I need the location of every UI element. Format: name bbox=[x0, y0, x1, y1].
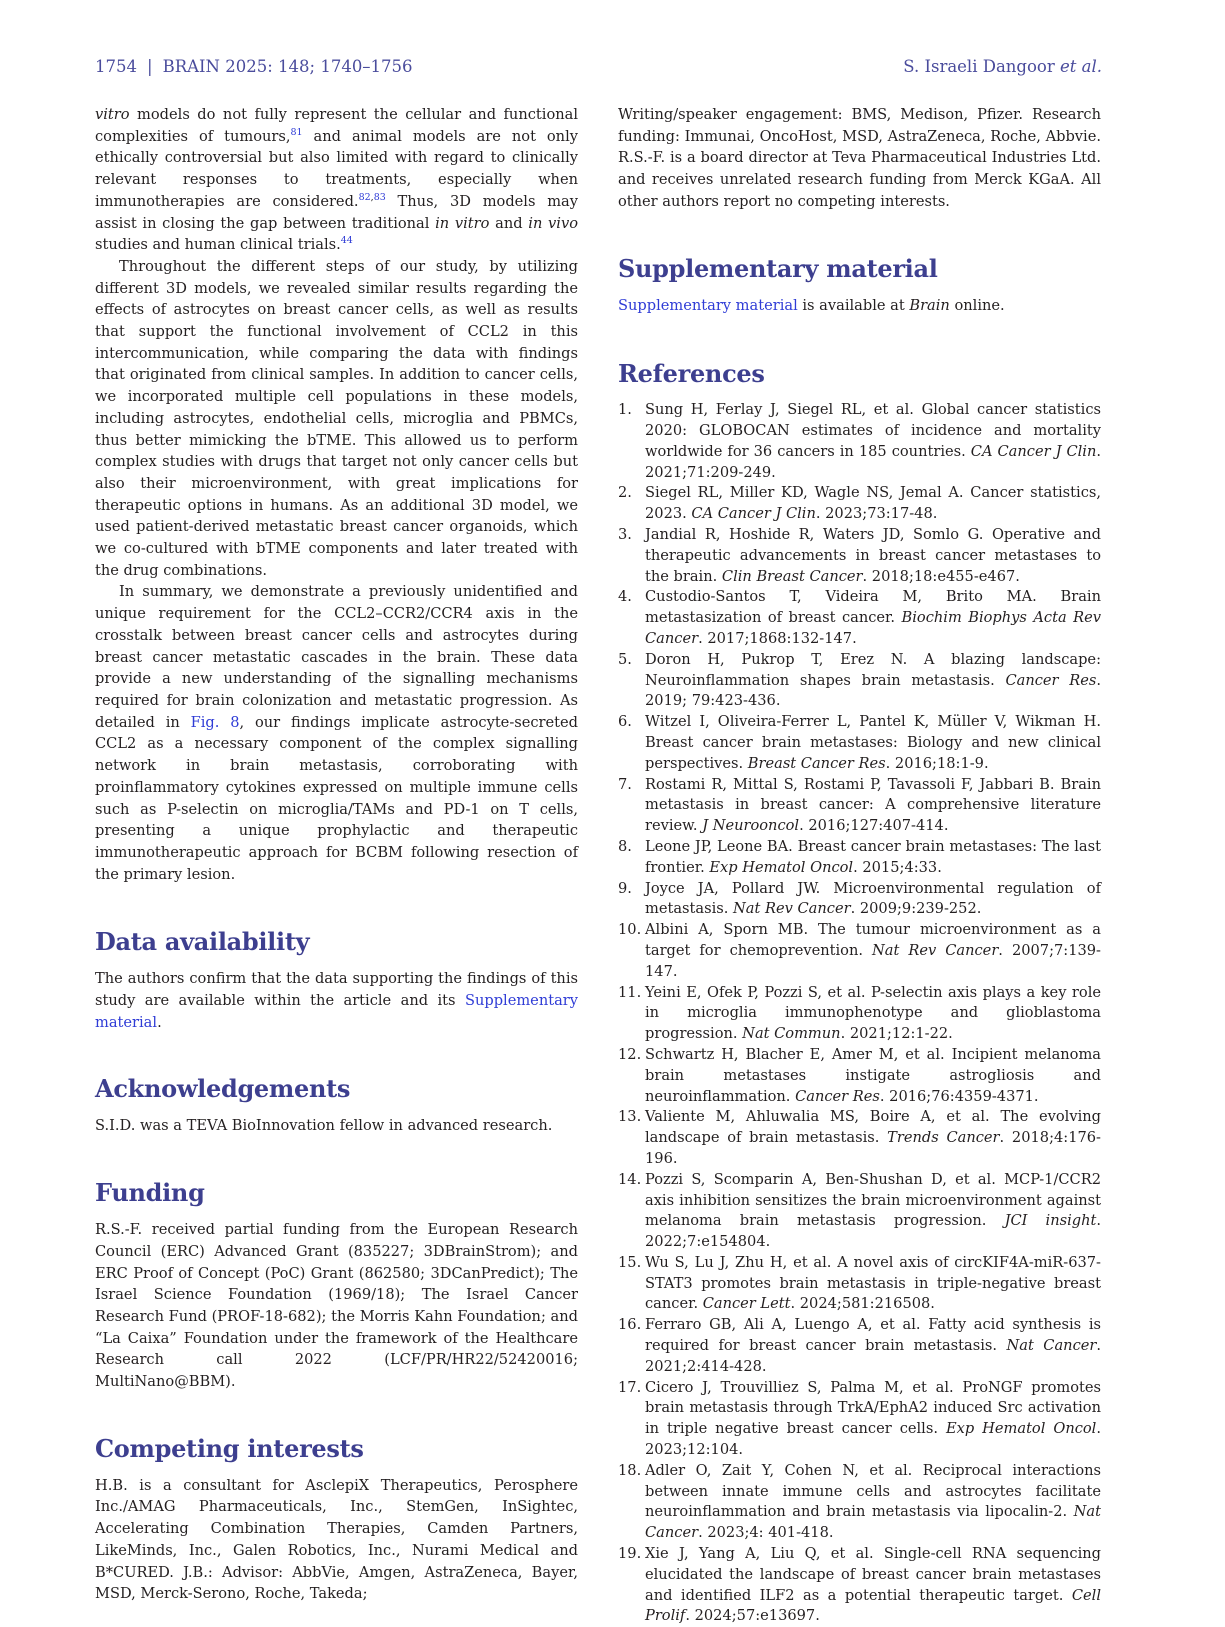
reference-item bbox=[618, 775, 1101, 837]
page-number: 1754 bbox=[95, 57, 137, 76]
reference-text: Joyce JA, Pollard JW. Microenvironmental regulation of metastasis. bbox=[645, 879, 1101, 918]
reference-number: 15. bbox=[618, 1253, 642, 1271]
supplementary-text bbox=[618, 295, 1101, 317]
reference-text: Wu S, Lu J, Zhu H, et al. A novel axis of circKIF4A-miR-637-STAT3 promotes brain metastasis in triple-negative breast cancer. bbox=[645, 1253, 1101, 1313]
reference-journal: Breast Cancer Res bbox=[747, 754, 886, 772]
reference-item bbox=[618, 525, 1101, 587]
reference-journal: Nat Cancer bbox=[645, 1503, 1101, 1542]
reference-item bbox=[618, 650, 1101, 712]
reference-journal: Cancer Res bbox=[1005, 671, 1097, 689]
reference-journal: Cell Prolif bbox=[645, 1586, 1101, 1625]
reference-text: Adler O, Zait Y, Cohen N, et al. Reciprocal interactions between innate immune cells and astrocytes facilitate neuroinflammation and brain metastasis via lipocalin-2. bbox=[645, 1461, 1101, 1521]
citation-sep: , bbox=[370, 191, 374, 203]
citation-44[interactable]: 44 bbox=[340, 235, 353, 247]
reference-details: . 2021;71:209-249. bbox=[645, 442, 1101, 481]
figure-8-link[interactable]: Fig. 8 bbox=[190, 713, 240, 731]
competing-interests-text: H.B. is a consultant for AsclepiX Therapeutics, Perosphere Inc./AMAG Pharmaceuticals, Inc., StemGen, InSightec, Accelerating Combination Therapies, Camden Partners, LikeMinds, Inc., Galen Robotics, Inc., Nurami Medical and B*CURED. J.B.: Advisor: AbbVie, Amgen, AstraZeneca, Bayer, MSD, Merck-Serono, Roche, Takeda; bbox=[95, 1476, 578, 1603]
reference-text: Schwartz H, Blacher E, Amer M, et al. Incipient melanoma brain metastases instigate astrogliosis and neuroinflammation. bbox=[645, 1045, 1101, 1105]
reference-text: Sung H, Ferlay J, Siegel RL, et al. Global cancer statistics 2020: GLOBOCAN estimates of incidence and mortality worldwide for 36 cancers in 185 countries. bbox=[645, 401, 1101, 460]
reference-text: Ferraro GB, Ali A, Luengo A, et al. Fatty acid synthesis is required for breast cancer brain metastasis. bbox=[645, 1316, 1101, 1355]
reference-details: . 2016;127:407-414. bbox=[799, 817, 949, 835]
reference-text: Yeini E, Ofek P, Pozzi S, et al. P-selectin axis plays a key role in microglia immunophenotype and glioblastoma progression. bbox=[645, 983, 1101, 1043]
reference-details: . 2017;1868:132-147. bbox=[698, 629, 857, 647]
competing-interests-continued: Writing/speaker engagement: BMS, Medison, Pfizer. Research funding: Immunai, OncoHost, MSD, AstraZeneca, Roche, Abbvie. R.S.-F. is a board director at Teva Pharmaceutical Industries Ltd. and receives unrelated research funding from Merck KGaA. All other authors report no competing interests. bbox=[618, 106, 1101, 210]
journal-name: Brain bbox=[909, 296, 950, 314]
reference-number: 1. bbox=[618, 401, 632, 419]
reference-number: 11. bbox=[618, 983, 642, 1001]
reference-item bbox=[618, 483, 1101, 525]
reference-text: Pozzi S, Scomparin A, Ben-Shushan D, et al. MCP-1/CCR2 axis inhibition sensitizes the brain microenvironment against melanoma brain metastasis progression. bbox=[645, 1170, 1101, 1230]
heading-references: References bbox=[618, 359, 765, 389]
reference-number: 2. bbox=[618, 484, 632, 502]
reference-item bbox=[618, 1461, 1101, 1544]
reference-details: . 2019; 79:423-436. bbox=[645, 671, 1101, 710]
reference-journal: CA Cancer J Clin bbox=[691, 505, 816, 523]
text-run: Thus, 3D models may assist in closing the gap between traditional bbox=[95, 192, 578, 232]
heading-competing-interests: Competing interests bbox=[95, 1433, 364, 1463]
reference-journal: Clin Breast Cancer bbox=[721, 567, 863, 585]
reference-item bbox=[618, 920, 1101, 982]
paragraph-summary bbox=[95, 581, 578, 885]
reference-journal: Exp Hematol Oncol bbox=[709, 858, 854, 876]
paragraph-models: Throughout the different steps of our study, by utilizing different 3D models, we revealed similar results regarding the effects of astrocytes on breast cancer cells, as well as results that support the functional involvement of CCL2 in this intercommunication, while comparing the data with findings that originated from clinical samples. In addition to cancer cells, we incorporated multiple cell populations in these models, including astrocytes, endothelial cells, microglia and PBMCs, thus better mimicking the bTME. This allowed us to perform complex studies with drugs that target not only cancer cells but also their microenvironment, with great implications for therapeutic options in humans. As an additional 3D model, we used patient-derived metastatic breast cancer organoids, which we co-cultured with bTME components and later treated with the drug combinations. bbox=[95, 257, 578, 579]
reference-text: Jandial R, Hoshide R, Waters JD, Somlo G. Operative and therapeutic advancements in breast cancer metastases to the brain. bbox=[645, 526, 1101, 585]
reference-details: . 2015;4:33. bbox=[853, 858, 942, 876]
reference-journal: Exp Hematol Oncol bbox=[945, 1420, 1097, 1438]
reference-details: . 2021;2:414-428. bbox=[645, 1337, 1101, 1375]
reference-journal: Nat Cancer bbox=[1006, 1337, 1097, 1355]
reference-number: 13. bbox=[618, 1108, 642, 1126]
reference-details: . 2023;12:104. bbox=[645, 1420, 1101, 1459]
reference-number: 16. bbox=[618, 1316, 642, 1334]
reference-journal: Trends Cancer bbox=[887, 1129, 1000, 1147]
reference-text: Rostami R, Mittal S, Rostami P, Tavassoli F, Jabbari B. Brain metastasis in breast cancer: A comprehensive literature review. bbox=[645, 775, 1101, 835]
reference-journal: J Neurooncol bbox=[702, 817, 800, 835]
journal-citation: BRAIN 2025: 148; 1740–1756 bbox=[162, 57, 413, 76]
reference-text: Witzel I, Oliveira-Ferrer L, Pantel K, Müller V, Wikman H. Breast cancer brain metastases: Biology and new clinical perspectives. bbox=[645, 713, 1101, 772]
reference-list bbox=[618, 400, 1101, 1627]
reference-text: Cicero J, Trouvilliez S, Palma M, et al. ProNGF promotes brain metastasis through TrkA/EphA2 induced Src activation in triple negative breast cancer cells. bbox=[645, 1378, 1101, 1438]
reference-details: . 2024;57:e13697. bbox=[685, 1607, 820, 1625]
reference-item bbox=[618, 1544, 1101, 1627]
text-run: is available at bbox=[797, 296, 910, 314]
reference-text: Albini A, Sporn MB. The tumour microenvironment as a target for chemoprevention. bbox=[645, 921, 1101, 959]
citation-83[interactable]: 83 bbox=[373, 191, 386, 203]
text-run: and bbox=[489, 214, 529, 232]
italic-term: in vivo bbox=[528, 214, 578, 232]
text-run: models do not fully represent the cellular and functional complexities of tumours, bbox=[95, 106, 578, 145]
reference-item bbox=[618, 1378, 1101, 1461]
reference-journal: Nat Rev Cancer bbox=[872, 941, 999, 959]
reference-details: . 2018;18:e455-e467. bbox=[862, 567, 1020, 585]
reference-item bbox=[618, 1107, 1101, 1169]
reference-text: Siegel RL, Miller KD, Wagle NS, Jemal A. Cancer statistics, 2023. bbox=[645, 484, 1101, 523]
reference-details: . 2009;9:239-252. bbox=[850, 900, 982, 918]
reference-item bbox=[618, 1170, 1101, 1253]
text-run: The authors confirm that the data supporting the findings of this study are available within the article and its bbox=[95, 970, 578, 1010]
heading-funding: Funding bbox=[95, 1178, 205, 1208]
reference-details: . 2021;12:1-22. bbox=[840, 1025, 953, 1043]
reference-number: 17. bbox=[618, 1378, 642, 1396]
paragraph-intro bbox=[95, 104, 578, 256]
reference-details: . 2016;18:1-9. bbox=[885, 754, 989, 772]
supplementary-material-link[interactable]: Supplementary material bbox=[618, 296, 798, 314]
reference-details: . 2007;7:139-147. bbox=[645, 941, 1101, 980]
reference-details: . 2018;4:176-196. bbox=[645, 1129, 1101, 1167]
heading-acknowledgements: Acknowledgements bbox=[95, 1074, 351, 1104]
citation-81[interactable]: 81 bbox=[290, 126, 303, 138]
reference-details: . 2016;76:4359-4371. bbox=[879, 1087, 1039, 1105]
reference-number: 18. bbox=[618, 1461, 642, 1479]
reference-journal: Cancer Res bbox=[795, 1087, 880, 1105]
text-run: In summary, we demonstrate a previously unidentified and unique requirement for the CCL2–CCR2/CCR4 axis in the crosstalk between breast cancer cells and astrocytes during breast cancer metastatic cascades in the brain. These data provide a new understanding of the signalling mechanisms required for brain colonization and metastatic progression. As detailed in bbox=[95, 583, 578, 731]
reference-journal: Nat Commun bbox=[742, 1025, 841, 1043]
reference-item bbox=[618, 1253, 1101, 1315]
reference-number: 3. bbox=[618, 526, 632, 543]
italic-term: vitro bbox=[95, 106, 130, 123]
reference-number: 9. bbox=[618, 879, 632, 897]
italic-term: in vitro bbox=[435, 214, 490, 232]
header-left bbox=[95, 57, 413, 76]
reference-number: 7. bbox=[618, 775, 632, 793]
citation-82[interactable]: 82 bbox=[358, 191, 371, 203]
et-al: et al. bbox=[1060, 57, 1102, 76]
reference-number: 14. bbox=[618, 1170, 642, 1188]
left-column bbox=[95, 104, 578, 1605]
text-run: and animal models are not only ethically controversial but also limited with regard to clinically relevant responses to treatments, especially when immunotherapies are considered. bbox=[95, 127, 578, 210]
reference-details: . 2023;4: 401-418. bbox=[698, 1524, 834, 1542]
text-run: studies and human clinical trials. bbox=[95, 236, 341, 254]
heading-supplementary-material: Supplementary material bbox=[618, 253, 938, 283]
right-column bbox=[618, 104, 1101, 1627]
reference-details: . 2023;73:17-48. bbox=[815, 505, 938, 523]
reference-number: 8. bbox=[618, 837, 632, 855]
reference-item bbox=[618, 1315, 1101, 1377]
heading-data-availability: Data availability bbox=[95, 927, 310, 957]
reference-journal: Cancer Lett bbox=[702, 1295, 791, 1313]
reference-item bbox=[618, 587, 1101, 649]
text-run: online. bbox=[949, 296, 1005, 314]
reference-journal: Nat Rev Cancer bbox=[733, 900, 851, 918]
header-separator: | bbox=[147, 57, 153, 76]
reference-number: 6. bbox=[618, 713, 632, 731]
supplementary-material-link[interactable]: Supplementary material bbox=[95, 992, 578, 1031]
reference-text: Valiente M, Ahluwalia MS, Boire A, et al. The evolving landscape of brain metastasis. bbox=[645, 1108, 1101, 1147]
funding-text: R.S.-F. received partial funding from the European Research Council (ERC) Advanced Grant (835227; 3DBrainStrom); and ERC Proof of Concept (PoC) Grant (862580; 3DCanPredict); The Israel Science Foundation (1969/18); The Israel Cancer Research Fund (PROF-18-682); the Morris Kahn Foundation; and “La Caixa” Foundation under the framework of the Healthcare Research call 2022 (LCF/PR/HR22/52420016; MultiNano@BBM). bbox=[95, 1221, 578, 1391]
reference-text: Leone JP, Leone BA. Breast cancer brain metastases: The last frontier. bbox=[645, 837, 1101, 876]
reference-journal: Biochim Biophys Acta Rev Cancer bbox=[645, 609, 1101, 647]
reference-text: Custodio-Santos T, Videira M, Brito MA. Brain metastasization of breast cancer. bbox=[645, 588, 1101, 627]
reference-details: . 2022;7:e154804. bbox=[645, 1212, 1102, 1251]
reference-item bbox=[618, 400, 1101, 483]
reference-text: Xie J, Yang A, Liu Q, et al. Single-cell RNA sequencing elucidated the landscape of breast cancer brain metastases and identified ILF2 as a potential therapeutic target. bbox=[645, 1545, 1101, 1604]
reference-number: 12. bbox=[618, 1045, 642, 1063]
text-run: . bbox=[157, 1013, 162, 1031]
reference-item bbox=[618, 837, 1101, 879]
reference-details: . 2024;581:216508. bbox=[790, 1295, 935, 1313]
reference-number: 10. bbox=[618, 921, 642, 939]
header-authors bbox=[903, 57, 1102, 76]
reference-journal: CA Cancer J Clin bbox=[970, 442, 1097, 460]
running-header bbox=[95, 57, 1102, 79]
text-run: , our findings implicate astrocyte-secreted CCL2 as a necessary component of the complex signalling network in brain metastasis, corroborating with proinflammatory cytokines expressed on multiple immune cells such as P-selectin on microglia/TAMs and PD-1 on T cells, presenting a unique prophylactic and therapeutic immunotherapeutic approach for BCBM following resection of the primary lesion. bbox=[95, 713, 579, 883]
reference-number: 19. bbox=[618, 1545, 642, 1563]
reference-number: 4. bbox=[618, 588, 632, 606]
reference-item bbox=[618, 712, 1101, 774]
reference-number: 5. bbox=[618, 650, 632, 668]
data-availability-text bbox=[95, 968, 578, 1033]
acknowledgements-text: S.I.D. was a TEVA BioInnovation fellow in advanced research. bbox=[95, 1117, 553, 1135]
author-name: S. Israeli Dangoor bbox=[903, 57, 1055, 76]
reference-item bbox=[618, 983, 1101, 1045]
reference-text: Doron H, Pukrop T, Erez N. A blazing landscape: Neuroinflammation shapes brain metastasis. bbox=[645, 650, 1101, 689]
reference-item bbox=[618, 879, 1101, 921]
reference-item bbox=[618, 1045, 1101, 1107]
reference-journal: JCI insight bbox=[1004, 1212, 1097, 1230]
